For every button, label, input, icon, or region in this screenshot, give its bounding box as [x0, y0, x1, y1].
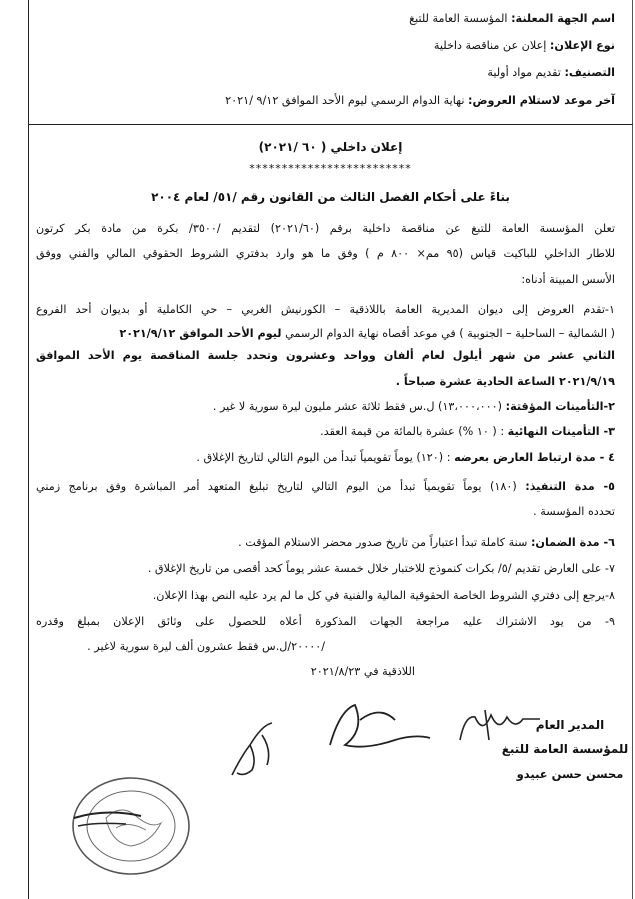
item4-line	[196, 451, 615, 465]
signer-title-2: للمؤسسة العامة للتبغ	[501, 742, 629, 756]
item8-line: ٨-يرجع إلى دفتري الشروط الخاصة الحقوقية المالية والفنية في كل ما لم يرد عليه النص بهذا الإعلان.	[152, 589, 615, 602]
item5-line	[36, 480, 615, 494]
item1-line-2	[119, 327, 615, 341]
announcement-title: إعلان داخلي ( ٦٠ /٢٠٢١)	[258, 140, 403, 154]
item6-value: سنة كاملة تبدأ اعتباراً من تاريخ صدور محضر الاستلام المؤقت .	[238, 536, 528, 549]
item5-value: (١٨٠) يوماً تقويمياً تبدأ من اليوم التالي لتاريخ تبليغ المتعهد أمر المباشرة وفق برنامج زمني	[36, 480, 517, 493]
handwritten-signature-1-icon	[222, 715, 284, 785]
signer-name: محسن حسن عبيدو	[516, 767, 624, 781]
class-line	[487, 66, 615, 80]
item6-label: ٦- مدة الضمان:	[530, 536, 615, 549]
type-label: نوع الإعلان:	[549, 39, 615, 52]
item3-label: ٣- التأمينات النهائية	[507, 425, 615, 438]
item6-line	[238, 536, 615, 550]
signer-title-1: المدير العام	[535, 718, 605, 732]
item1-line-2-date: ليوم الأحد الموافق ٢٠٢١/٩/١٢	[119, 327, 282, 340]
type-line	[434, 39, 615, 53]
item1-line-3: الثاني عشر من شهر أيلول لعام ألفان وواحد وعشرون وتحدد جلسة المناقصة يوم الأحد الموافق	[36, 349, 615, 362]
item9-line-2: /٢٠٠٠٠/ل.س فقط عشرون ألف ليرة سورية لاغير .	[87, 640, 325, 653]
intro-line-3: الأسس المبينة أدناه:	[521, 273, 615, 286]
handwritten-signature-3-icon	[455, 705, 545, 745]
item3-value: : ( ١٠ %) عشرة بالمائة من قيمة العقد.	[320, 425, 505, 438]
deadline-value: نهاية الدوام الرسمي ليوم الأحد الموافق ٩/١٢ /٢٠٢١	[225, 94, 465, 107]
right-border	[632, 0, 633, 899]
handwritten-signature-2-icon	[325, 690, 435, 760]
deadline-label: آخر موعد لاستلام العروض:	[468, 94, 615, 107]
item2-value: (١٣،٠٠٠،٠٠٠) ل.س فقط ثلاثة عشر مليون ليرة سورية لا غير .	[212, 400, 503, 413]
item9-line-1: ٩- من يود الاشتراك عليه مراجعة الجهات المذكورة أعلاه للحصول على وثائق الإعلان بمبلغ وقدره	[36, 615, 615, 628]
entity-value: المؤسسة العامة للتبغ	[409, 12, 508, 25]
item1-line-2-text: ( الشمالية – الساحلية – الجنوبية ) في موعد أقصاه نهاية الدوام الرسمي	[285, 327, 615, 340]
item2-label: ٢-التأمينات المؤقتة:	[505, 400, 615, 413]
item5-continuation: تحدده المؤسسة .	[533, 505, 615, 518]
item5-label: ٥- مدة التنفيذ:	[525, 480, 615, 493]
header-divider	[28, 124, 633, 125]
item3-line	[320, 425, 615, 439]
entity-line	[409, 12, 615, 26]
item7-line: ٧- على العارض تقديم /٥/ بكرات كنموذج للاختبار خلال خمسة عشر يوماً كحد أقصى من تاريخ الإغلاق .	[147, 562, 615, 575]
deadline-line	[225, 94, 615, 108]
left-border	[28, 0, 29, 899]
stars-divider: *************************	[249, 162, 412, 175]
place-date: اللاذقية في ٢٠٢١/٨/٢٣	[310, 665, 415, 678]
item1-line-1: ١-تقدم العروض إلى ديوان المديرية العامة باللاذقية – الكورنيش الغربي – حي الكاملية أو بديوان أحد الفروع	[36, 303, 615, 316]
legal-basis: بناءً على أحكام الفصل الثالث من القانون رقم /٥١/ لعام ٢٠٠٤	[151, 190, 510, 204]
official-seal-icon	[66, 768, 196, 878]
item4-value: : (١٢٠) يوماً تقويمياً تبدأ من اليوم التالي لتاريخ الإغلاق .	[196, 451, 451, 464]
intro-line-1: تعلن المؤسسة العامة للتبغ عن مناقصة داخلية برقم (٢٠٢١/٦٠) لتقديم /٣٥٠٠/ بكرة من مادة بكر كرتون	[36, 222, 615, 235]
class-value: تقديم مواد أولية	[487, 66, 561, 79]
item1-line-4: ٢٠٢١/٩/١٩ الساعة الحادية عشرة صباحاً .	[395, 375, 615, 388]
type-value: إعلان عن مناقصة داخلية	[433, 39, 547, 52]
intro-line-2: للاطار الداخلي للباكيت قياس (٩٥ مم× ٨٠٠ م ) وفق ما هو وارد بدفتري الشروط الحقوقي المالي والفني ووفق	[36, 247, 615, 260]
entity-label: اسم الجهة المعلنة:	[511, 12, 615, 25]
item2-line	[213, 400, 615, 414]
class-label: التصنيف:	[564, 66, 615, 79]
item4-label: ٤ - مدة ارتباط العارض بعرضه	[454, 451, 615, 464]
